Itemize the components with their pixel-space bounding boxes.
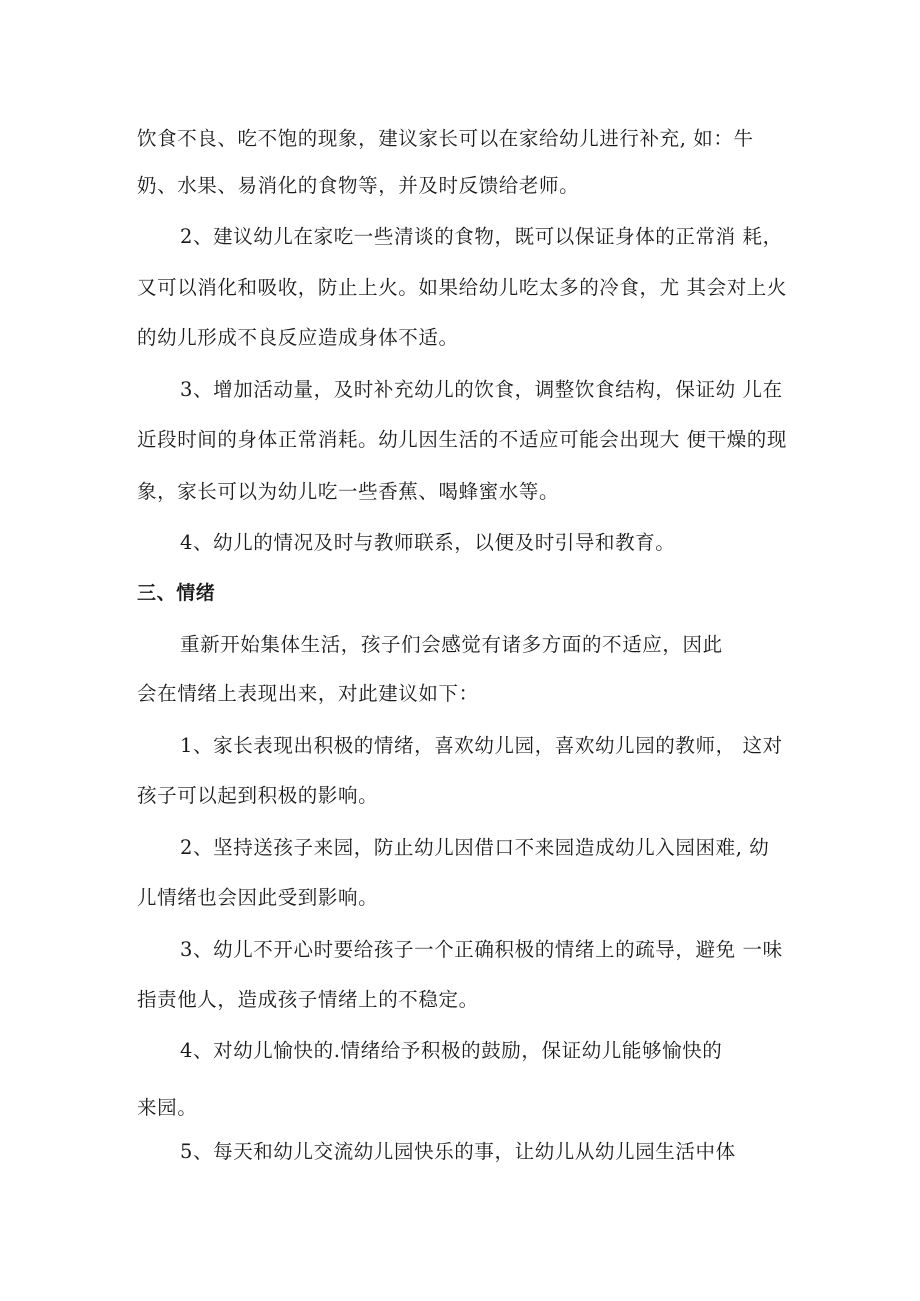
text-line-13: 1、家长表现出积极的情绪，喜欢幼儿园，喜欢幼儿园的教师， 这对 — [180, 734, 783, 757]
text-line-9: 4、幼儿的情况及时与教师联系，以便及时引导和教育。 — [180, 531, 676, 554]
text-line-16: 儿情绪也会因此受到影响。 — [137, 886, 379, 909]
text-line-11: 重新开始集体生活，孩子们会感觉有诸多方面的不适应，因此 — [180, 633, 723, 656]
text-line-15: 2、坚持送孩子来园，防止幼儿因借口不来园造成幼儿入园困难, 幼 — [180, 836, 770, 859]
section-heading: 三、情绪 — [137, 582, 216, 604]
text-line-17: 3、幼儿不开心时要给孩子一个正确积极的情绪上的疏导，避免 一味 — [180, 938, 783, 961]
text-line-12: 会在情绪上表现出来，对此建议如下： — [137, 682, 479, 705]
text-line-5: 的幼儿形成不良反应造成身体不适。 — [137, 326, 459, 349]
text-line-14: 孩子可以起到积极的影响。 — [137, 784, 379, 807]
text-line-8: 象，家长可以为幼儿吃一些香蕉、喝蜂蜜水等。 — [137, 480, 560, 503]
text-line-18: 指责他人，造成孩子情绪上的不稳定。 — [137, 988, 479, 1011]
text-line-7: 近段时间的身体正常消耗。幼儿因生活的不适应可能会出现大 便干燥的现 — [137, 428, 787, 451]
text-line-21: 5、每天和幼儿交流幼儿园快乐的事，让幼儿从幼儿园生活中体 — [180, 1140, 736, 1163]
text-line-19: 4、对幼儿愉快的.情绪给予积极的鼓励，保证幼儿能够愉快的 — [180, 1039, 723, 1062]
text-line-1: 饮食不良、吃不饱的现象，建议家长可以在家给幼儿进行补充, 如：牛 — [137, 127, 754, 150]
text-line-2: 奶、水果、易消化的食物等，并及时反馈给老师。 — [137, 174, 580, 197]
text-line-3: 2、建议幼儿在家吃一些清谈的食物，既可以保证身体的正常消 耗， — [180, 225, 783, 248]
text-line-4: 又可以消化和吸收，防止上火。如果给幼儿吃太多的冷食，尤 其会对上火 — [137, 276, 787, 299]
text-line-6: 3、增加活动量，及时补充幼儿的饮食，调整饮食结构，保证幼 儿在 — [180, 378, 783, 401]
text-line-20: 来园。 — [137, 1096, 198, 1119]
